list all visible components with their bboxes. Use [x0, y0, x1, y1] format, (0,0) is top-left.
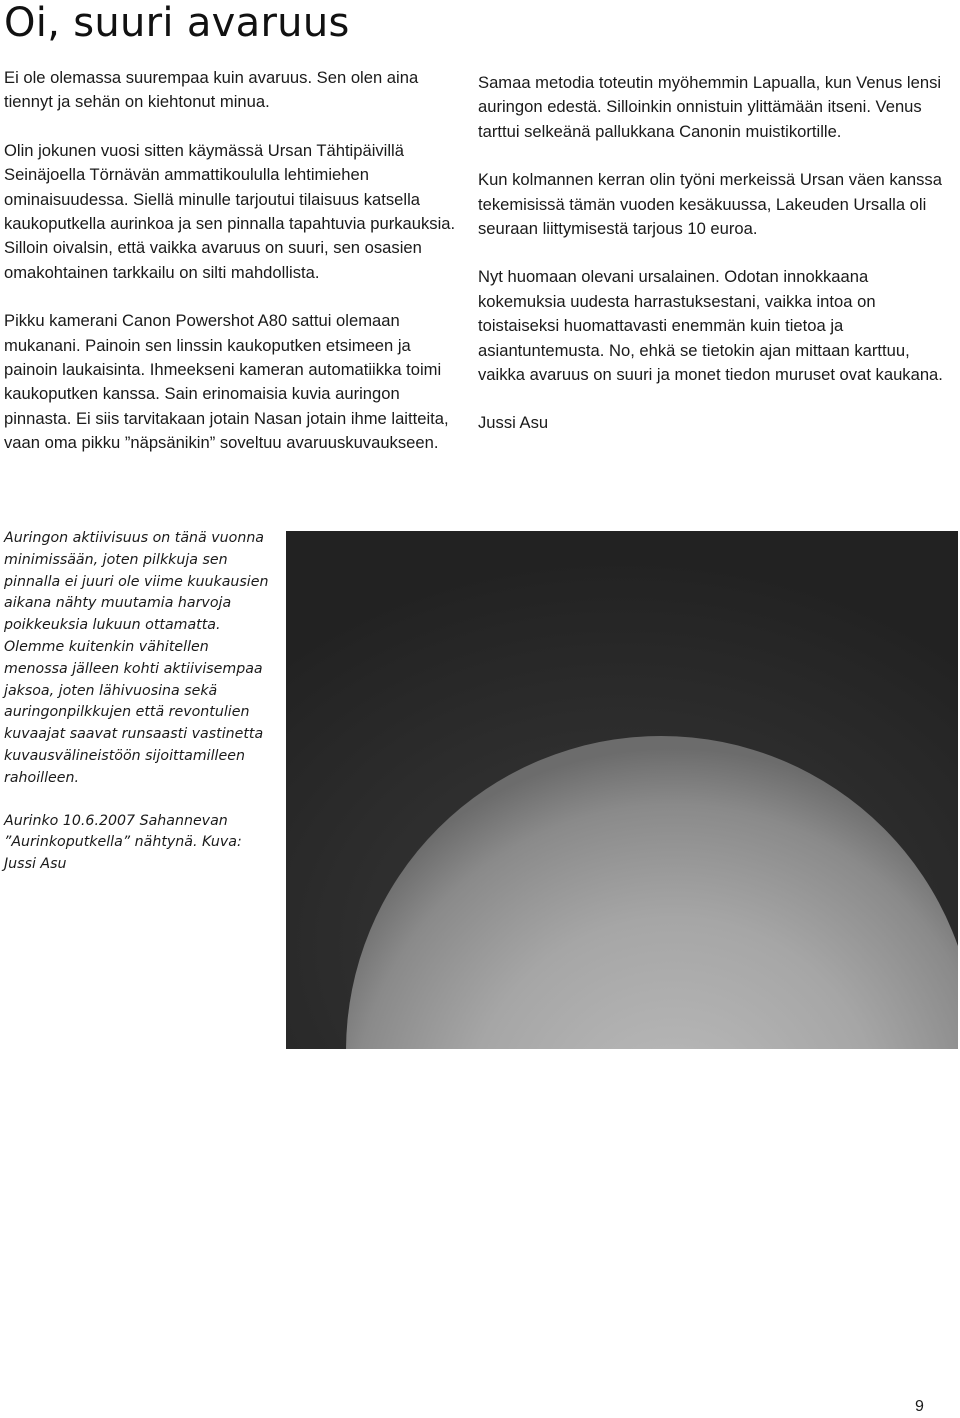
article-paragraph: Ei ole olemassa suurempaa kuin avaruus. Sen olen aina tiennyt ja sehän on kiehtonut minua.: [4, 68, 419, 112]
caption-credit: Aurinko 10.6.2007 Sahannevan ”Aurinkoputkella” nähtynä. Kuva: Jussi Asu: [4, 812, 242, 873]
article-paragraph: Kun kolmannen kerran olin työni merkeissä Ursan väen kanssa tekemisissä tämän vuoden kesäkuussa, Lakeuden Ursalla oli seuraan liittymisestä tarjous 10 euroa.: [478, 170, 942, 239]
article-paragraph: Pikku kamerani Canon Powershot A80 sattui olemaan mukanani. Painoin sen linssin kaukoputken etsimeen ja painoin laukaisinta. Ihmeekseni kameran automatiikka toimi kaukoputken kanssa. Sain erinomaisia kuvia auringon pinnasta. Ei siis tarvitakaan jotain Nasan jotain ihme laitteita, vaan oma pikku ”näpsänikin” soveltuu avaruuskuvaukseen.: [4, 311, 449, 453]
article-left-column: [4, 66, 456, 480]
article-paragraph: Samaa metodia toteutin myöhemmin Lapualla, kun Venus lensi auringon edestä. Silloinkin onnistuin ylittämään itseni. Venus tarttui selkeänä pallukkana Canonin muistikortille.: [478, 73, 942, 141]
sun-image: [286, 531, 958, 1049]
caption-text: Auringon aktiivisuus on tänä vuonna minimissään, joten pilkkuja sen pinnalla ei juuri ole viime kuukausien aikana nähty muutamia harvoja poikkeuksia lukuun ottamatta. Olemme kuitenkin vähitellen menossa jälleen kohti aktiivisempaa jaksoa, joten lähivuosina sekä auringonpilkkujen että revontulien kuvaajat saavat runsaasti vastinetta kuvausvälineistöön sijoittamilleen rahoilleen.: [4, 530, 269, 786]
page-number: 9: [915, 1398, 924, 1415]
article-paragraph: Nyt huomaan olevani ursalainen. Odotan innokkaana kokemuksia uudesta harrastuksestani, vaikka intoa on toistaiseksi huomattavasti enemmän kuin tietoa ja asiantuntemusta. No, ehkä se tietokin ajan mittaan karttuu, vaikka avaruus on suuri ja monet tiedon muruset ovat kaukana.: [478, 267, 943, 385]
article-title: Oi, suuri avaruus: [4, 0, 350, 46]
photo-caption: [4, 528, 276, 897]
article-author: Jussi Asu: [478, 413, 549, 433]
article-right-column: [478, 71, 958, 460]
sun-photo: [286, 531, 958, 1049]
article-paragraph: Olin jokunen vuosi sitten käymässä Ursan Tähtipäivillä Seinäjoella Törnävän ammattikoululla lehtimiehen ominaisuudessa. Siellä minulle tarjoutui tilaisuus katsella kaukoputkella aurinkoa ja sen pinnalla tapahtuvia purkauksia. Silloin oivalsin, että vaikka avaruus on suuri, sen osasien omakohtainen tarkkailu on silti mahdollista.: [4, 140, 456, 282]
